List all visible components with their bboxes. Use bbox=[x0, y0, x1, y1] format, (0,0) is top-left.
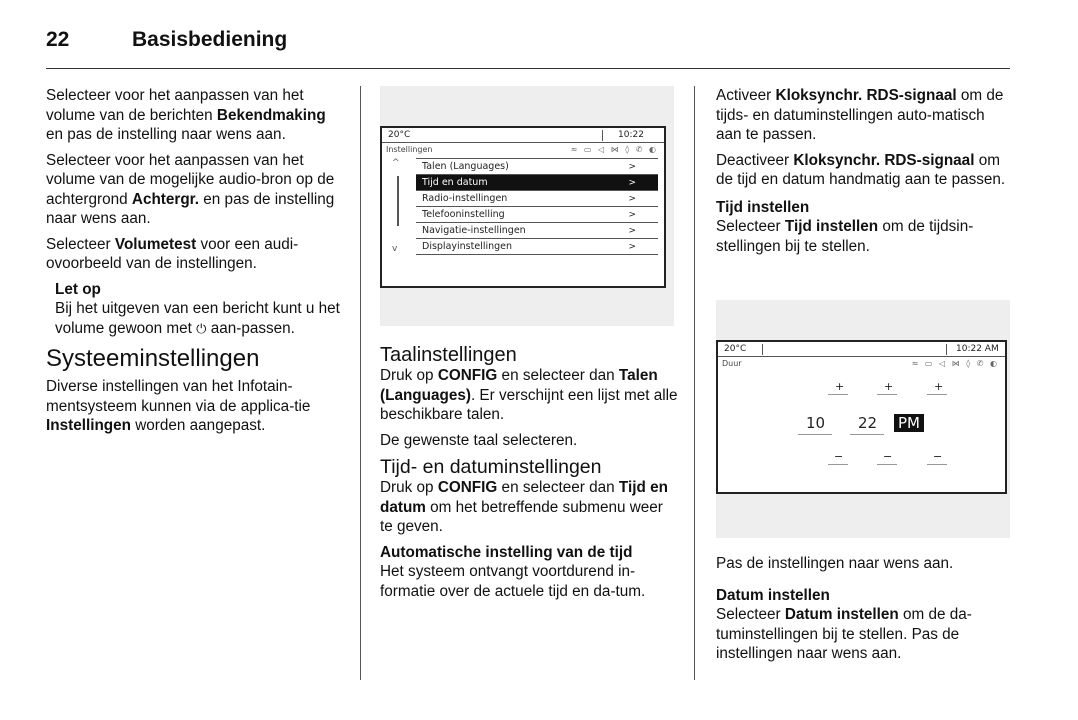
period-value[interactable]: PM bbox=[894, 414, 924, 432]
underline bbox=[927, 464, 947, 465]
paragraph-deactivate-rds bbox=[716, 151, 1012, 190]
text: Activeer bbox=[716, 87, 776, 104]
underline bbox=[828, 394, 848, 395]
column-1 bbox=[46, 86, 342, 442]
underline bbox=[850, 434, 884, 435]
menu-item-label: Telefooninstelling bbox=[422, 209, 505, 220]
chevron-right-icon: > bbox=[628, 226, 636, 236]
note-heading: Let op bbox=[55, 280, 101, 298]
subheading-automatic-time: Automatische instelling van de tijd bbox=[380, 543, 633, 561]
term-instellingen: Instellingen bbox=[46, 417, 131, 434]
text: Deactiveer bbox=[716, 151, 794, 169]
term-config: CONFIG bbox=[437, 367, 498, 384]
scrollbar-track[interactable] bbox=[397, 176, 399, 226]
status-bar bbox=[382, 128, 664, 143]
status-divider bbox=[762, 344, 763, 355]
paragraph-language-config bbox=[380, 366, 678, 425]
menu-item-navigatie[interactable] bbox=[416, 223, 658, 239]
text: om de tijds- en datuminstellingen auto-matisch aan te passen. bbox=[716, 87, 1004, 143]
menu-item-label: Tijd en datum bbox=[422, 177, 488, 188]
term-kloksynchr: Kloksynchr. RDS-signaal bbox=[775, 87, 957, 104]
column-divider-2 bbox=[694, 86, 695, 680]
text: worden aangepast. bbox=[131, 417, 266, 434]
section-heading-taalinstellingen: Taalinstellingen bbox=[380, 344, 517, 366]
page-number: 22 bbox=[46, 28, 70, 51]
chapter-title: Basisbediening bbox=[132, 28, 288, 51]
text: Selecteer voor het aanpassen van het volume van de berichten bbox=[46, 87, 304, 124]
term-achtergr: Achtergr. bbox=[131, 190, 200, 208]
settings-menu-list bbox=[416, 158, 658, 255]
status-bar bbox=[718, 342, 1005, 357]
screen-title-bar bbox=[718, 357, 1005, 370]
minute-decrease-button[interactable]: − bbox=[883, 450, 893, 463]
term-bekendmaking: Bekendmaking bbox=[216, 106, 326, 124]
menu-item-radio[interactable] bbox=[416, 191, 658, 207]
underline bbox=[877, 464, 897, 465]
paragraph-select-language: De gewenste taal selecteren. bbox=[380, 431, 578, 449]
text: Selecteer bbox=[716, 218, 785, 235]
screen-title: Instellingen bbox=[386, 145, 433, 154]
menu-item-display[interactable] bbox=[416, 239, 658, 255]
screen-title-bar bbox=[382, 143, 664, 156]
status-divider bbox=[946, 344, 947, 355]
text: . Er verschijnt een lijst met alle beschikbare talen. bbox=[380, 386, 678, 423]
paragraph-set-time bbox=[716, 217, 1012, 256]
hour-value[interactable]: 10 bbox=[806, 414, 826, 432]
status-icons: ≈ ▭ ◁ ⋈ ◊ ✆ ◐ bbox=[911, 359, 999, 368]
power-icon: ⏻ bbox=[196, 321, 207, 337]
text: en pas de instelling naar wens aan. bbox=[46, 190, 335, 227]
temperature-readout: 20°C bbox=[388, 130, 411, 140]
time-setting-screen bbox=[716, 340, 1007, 494]
paragraph-time-config bbox=[380, 478, 678, 537]
status-divider bbox=[602, 130, 603, 141]
term-volumetest: Volumetest bbox=[114, 235, 197, 253]
chevron-right-icon: > bbox=[628, 210, 636, 220]
paragraph-announcement-volume bbox=[46, 86, 342, 145]
text: Druk op bbox=[380, 367, 438, 384]
column-3-continued bbox=[716, 554, 1012, 670]
chevron-right-icon: > bbox=[628, 162, 636, 172]
text: voor een audi-ovoorbeeld van de instellingen. bbox=[46, 235, 299, 272]
underline bbox=[798, 434, 832, 435]
text: en selecteer dan bbox=[497, 479, 619, 496]
paragraph-volume-test bbox=[46, 235, 342, 274]
column-2 bbox=[380, 344, 678, 607]
text: om het betreffende submenu weer te geven. bbox=[380, 498, 663, 535]
text: om de da-tuminstellingen bij te stellen. Pas de instellingen naar wens aan. bbox=[716, 606, 972, 662]
text: Druk op bbox=[380, 479, 438, 496]
menu-item-label: Navigatie-instellingen bbox=[422, 225, 526, 236]
period-increase-button[interactable]: + bbox=[934, 380, 944, 393]
menu-item-label: Radio-instellingen bbox=[422, 193, 508, 204]
menu-item-tijd-en-datum[interactable] bbox=[416, 175, 658, 191]
clock-readout: 10:22 AM bbox=[956, 344, 999, 354]
text: aan-passen. bbox=[206, 319, 295, 337]
menu-item-telefoon[interactable] bbox=[416, 207, 658, 223]
term-config: CONFIG bbox=[437, 479, 498, 496]
text: om de tijd en datum handmatig aan te passen. bbox=[716, 151, 1006, 188]
section-heading-tijd-datum: Tijd- en datuminstellingen bbox=[380, 456, 602, 478]
menu-item-label: Talen (Languages) bbox=[422, 161, 509, 172]
column-3 bbox=[716, 86, 1012, 262]
paragraph-background-volume bbox=[46, 151, 342, 229]
term-tijd-en-datum: Tijd en datum bbox=[380, 479, 668, 516]
term-kloksynchr: Kloksynchr. RDS-signaal bbox=[793, 151, 975, 169]
term-talen: Talen (Languages) bbox=[380, 367, 658, 404]
status-icons: ≈ ▭ ◁ ⋈ ◊ ✆ ◐ bbox=[570, 145, 658, 154]
menu-item-label: Displayinstellingen bbox=[422, 241, 513, 252]
minute-increase-button[interactable]: + bbox=[884, 380, 894, 393]
text: Selecteer voor het aanpassen van het volume van de mogelijke audio-bron op de achtergrond bbox=[46, 151, 335, 208]
text: Selecteer bbox=[716, 606, 785, 623]
chevron-right-icon: > bbox=[628, 242, 636, 252]
paragraph-adjust-settings: Pas de instellingen naar wens aan. bbox=[716, 555, 954, 572]
chevron-right-icon: > bbox=[628, 194, 636, 204]
temperature-readout: 20°C bbox=[724, 344, 747, 354]
chevron-right-icon: > bbox=[628, 178, 636, 188]
note-block bbox=[46, 280, 342, 340]
period-decrease-button[interactable]: − bbox=[933, 450, 943, 463]
clock-readout: 10:22 bbox=[618, 130, 644, 140]
minute-value[interactable]: 22 bbox=[858, 414, 878, 432]
scroll-up-icon[interactable]: ^ bbox=[392, 158, 400, 168]
term-tijd-instellen: Tijd instellen bbox=[784, 218, 879, 235]
text: en selecteer dan bbox=[497, 367, 619, 384]
note-text bbox=[55, 299, 342, 339]
text: en pas de instelling naar wens aan. bbox=[46, 126, 286, 143]
settings-menu-screen bbox=[380, 126, 666, 288]
paragraph-settings-app bbox=[46, 377, 342, 436]
scroll-down-icon[interactable]: v bbox=[392, 244, 398, 254]
term-datum-instellen: Datum instellen bbox=[784, 606, 899, 623]
menu-item-talen[interactable] bbox=[416, 159, 658, 175]
text: Bij het uitgeven van een bericht kunt u het volume gewoon met bbox=[55, 300, 340, 337]
underline bbox=[927, 394, 947, 395]
text: Diverse instellingen van het Infotain-mentsysteem kunnen via de applica-tie bbox=[46, 378, 311, 415]
column-divider-1 bbox=[360, 86, 361, 680]
paragraph-automatic-time: Het systeem ontvangt voortdurend in-formatie over de actuele tijd en da-tum. bbox=[380, 563, 646, 600]
hour-increase-button[interactable]: + bbox=[835, 380, 845, 393]
subheading-datum-instellen: Datum instellen bbox=[716, 586, 830, 604]
subheading-tijd-instellen: Tijd instellen bbox=[716, 198, 810, 216]
page-header bbox=[46, 28, 1016, 68]
underline bbox=[877, 394, 897, 395]
text: Selecteer bbox=[46, 235, 115, 253]
paragraph-set-date bbox=[716, 605, 1012, 664]
header-rule bbox=[46, 68, 1010, 69]
paragraph-activate-rds bbox=[716, 86, 1012, 145]
section-heading-systeeminstellingen: Systeeminstellingen bbox=[46, 345, 260, 372]
underline bbox=[828, 464, 848, 465]
hour-decrease-button[interactable]: − bbox=[834, 450, 844, 463]
text: om de tijdsin-stellingen bij te stellen. bbox=[716, 218, 974, 255]
screen-title: Duur bbox=[722, 359, 742, 368]
